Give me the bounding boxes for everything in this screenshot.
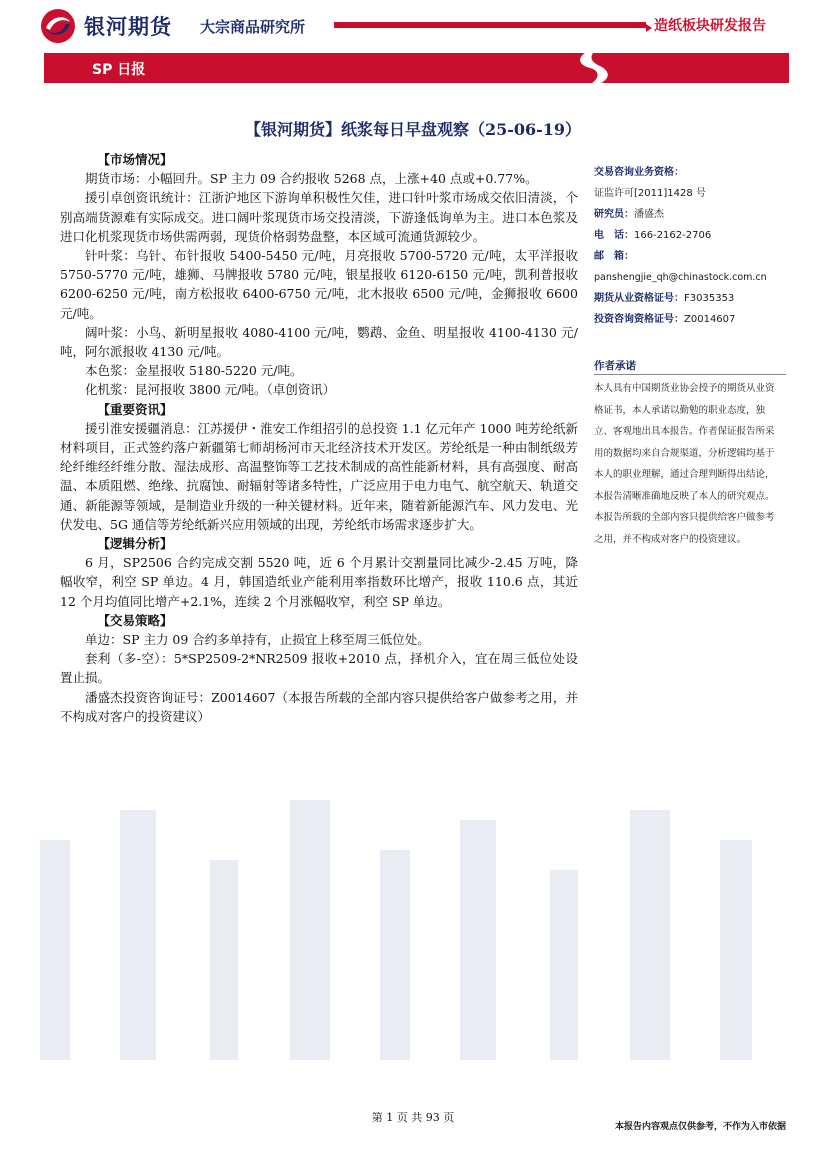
paragraph-futures-market: 期货市场：小幅回升。SP 主力 09 合约报收 5268 点，上涨+40 点或+0.77%。 bbox=[85, 171, 538, 187]
futures-cert-label: 期货从业资格证号： bbox=[594, 293, 684, 304]
galaxy-logo-icon bbox=[40, 8, 76, 44]
section-heading-news: 【重要资讯】 bbox=[97, 401, 173, 417]
author-promise-heading: 作者承诺 bbox=[594, 360, 636, 372]
watermark-graphic bbox=[0, 780, 826, 1080]
header-divider bbox=[334, 22, 646, 28]
futures-cert-number: F3035353 bbox=[684, 293, 735, 304]
header-divider-tip bbox=[646, 24, 652, 32]
email-address[interactable]: panshengjie_qh@chinastock.com.cn bbox=[594, 272, 767, 283]
brand-name: 银河期货 bbox=[84, 15, 172, 39]
phone-label: 电 话： bbox=[594, 230, 634, 241]
paragraph-aramid-news: 援引淮安援疆消息：江苏援伊・淮安工作组招引的总投资 1.1 亿元年产 1000 吨芳纶纸新材料项目，正式签约落户新疆第七师胡杨河市天北经济技术开发区。芳纶纸是一种由制纸级芳纶纤维经纤维分散、湿法成形、高温整饰等工艺技术制成的高性能新材料，具有高强度、耐高温、本质阻燃、绝缘、抗腐蚀、耐辐射等诸多特性，广泛应用于电力电气、航空航天、轨道交通、新能源等领域，是制造业升级的一种关键材料。近年来，随着新能源汽车、风力发电、光伏发电、5G 通信等芳纶纸新兴应用领域的出现，芳纶纸市场需求逐步扩大。 bbox=[60, 420, 578, 532]
paragraph-zhuochuang-stats: 援引卓创资讯统计：江浙沪地区下游询单积极性欠佳，进口针叶浆市场成交依旧清淡，个别高端货源难有实际成交。进口阔叶浆现货市场交投清淡，下游逢低询单为主。进口本色浆及进口化机浆现货市场供需两弱，现货价格弱势盘整，本区域可流通货源较少。 bbox=[60, 190, 578, 244]
report-type: 造纸板块研发报告 bbox=[654, 18, 766, 34]
paragraph-softwood-pulp: 针叶浆：乌针、布针报收 5400-5450 元/吨，月亮报收 5700-5720 元/吨，太平洋报收 5750-5770 元/吨，雄狮、马牌报收 5780 元/吨，银星报收 6120-6150 元/吨，凯利普报收 6200-6250 元/吨，南方松报收 6400-6750 元/吨，北木报收 6500 元/吨，金狮报收 6600 元/吨。 bbox=[60, 248, 578, 321]
paragraph-ctmp-pulp: 化机浆：昆河报收 3800 元/吨。（卓创资讯） bbox=[85, 382, 336, 398]
section-heading-market: 【市场情况】 bbox=[97, 152, 173, 167]
section-heading-logic: 【逻辑分析】 bbox=[97, 536, 173, 552]
advisory-cert-label: 投资咨询资格证号： bbox=[594, 314, 684, 325]
institute-name: 大宗商品研究所 bbox=[200, 18, 306, 36]
phone-number: 166-2162-2706 bbox=[634, 230, 712, 241]
license-number: 证监许可[2011]1428 号 bbox=[594, 188, 706, 199]
paragraph-unbleached-pulp: 本色浆：金星报收 5180-5220 元/吨。 bbox=[85, 363, 303, 379]
paragraph-arbitrage: 套利（多-空）：5*SP2509-2*NR2509 报收+2010 点，择机介入，宜在周三低位处设置止损。 bbox=[60, 651, 578, 686]
paragraph-single-side: 单边：SP 主力 09 合约多单持有，止损宜上移至周三低位处。 bbox=[85, 632, 430, 648]
advisory-cert-number: Z0014607 bbox=[684, 314, 736, 325]
page-number: 第 1 页 共 93 页 bbox=[371, 1111, 455, 1124]
email-label: 邮 箱： bbox=[594, 251, 634, 262]
section-heading-strategy: 【交易策略】 bbox=[97, 612, 173, 628]
author-promise-text: 本人具有中国期货业协会授予的期货从业资格证书，本人承诺以勤勉的职业态度，独立、客观地出具本报告。作者保证报告所采用的数据均来自合规渠道，分析逻辑均基于本人的职业理解，通过合理判断得出结论，本报告清晰准确地反映了本人的研究观点。本报告所载的全部内容只提供给客户做参考之用，并不构成对客户的投资建议。 bbox=[594, 383, 775, 545]
paragraph-logic-analysis: 6 月，SP2506 合约完成交割 5520 吨，近 6 个月累计交割量同比减少-2.45 万吨，降幅收窄，利空 SP 单边。4 月，韩国造纸业产能利用率指数环比增产，报收 110.6 点，其近 12 个月均值同比增产+2.1%，连续 2 个月涨幅收窄，利空 SP 单边。 bbox=[60, 555, 578, 609]
report-band-label: SP 日报 bbox=[92, 62, 146, 78]
report-body bbox=[60, 150, 578, 726]
contact-sidebar bbox=[594, 162, 784, 330]
researcher-label: 研究员： bbox=[594, 209, 634, 220]
paragraph-hardwood-pulp: 阔叶浆：小鸟、新明星报收 4080-4100 元/吨，鹦鹉、金鱼、明星报收 4100-4130 元/吨，阿尔派报收 4130 元/吨。 bbox=[60, 324, 578, 360]
header-band bbox=[44, 53, 789, 83]
footer-disclaimer: 本报告内容观点仅供参考，不作为入市依据 bbox=[614, 1122, 786, 1132]
researcher-name: 潘盛杰 bbox=[634, 209, 664, 220]
paragraph-advisor-cert: 潘盛杰投资咨询证号：Z0014607（本报告所载的全部内容只提供给客户做参考之用，并不构成对客户的投资建议） bbox=[60, 689, 578, 724]
report-title: 【银河期货】纸浆每日早盘观察（25-06-19） bbox=[244, 120, 582, 139]
promise-divider bbox=[594, 374, 786, 375]
qualification-heading: 交易咨询业务资格： bbox=[594, 167, 684, 178]
swoosh-logo-icon bbox=[560, 46, 620, 90]
